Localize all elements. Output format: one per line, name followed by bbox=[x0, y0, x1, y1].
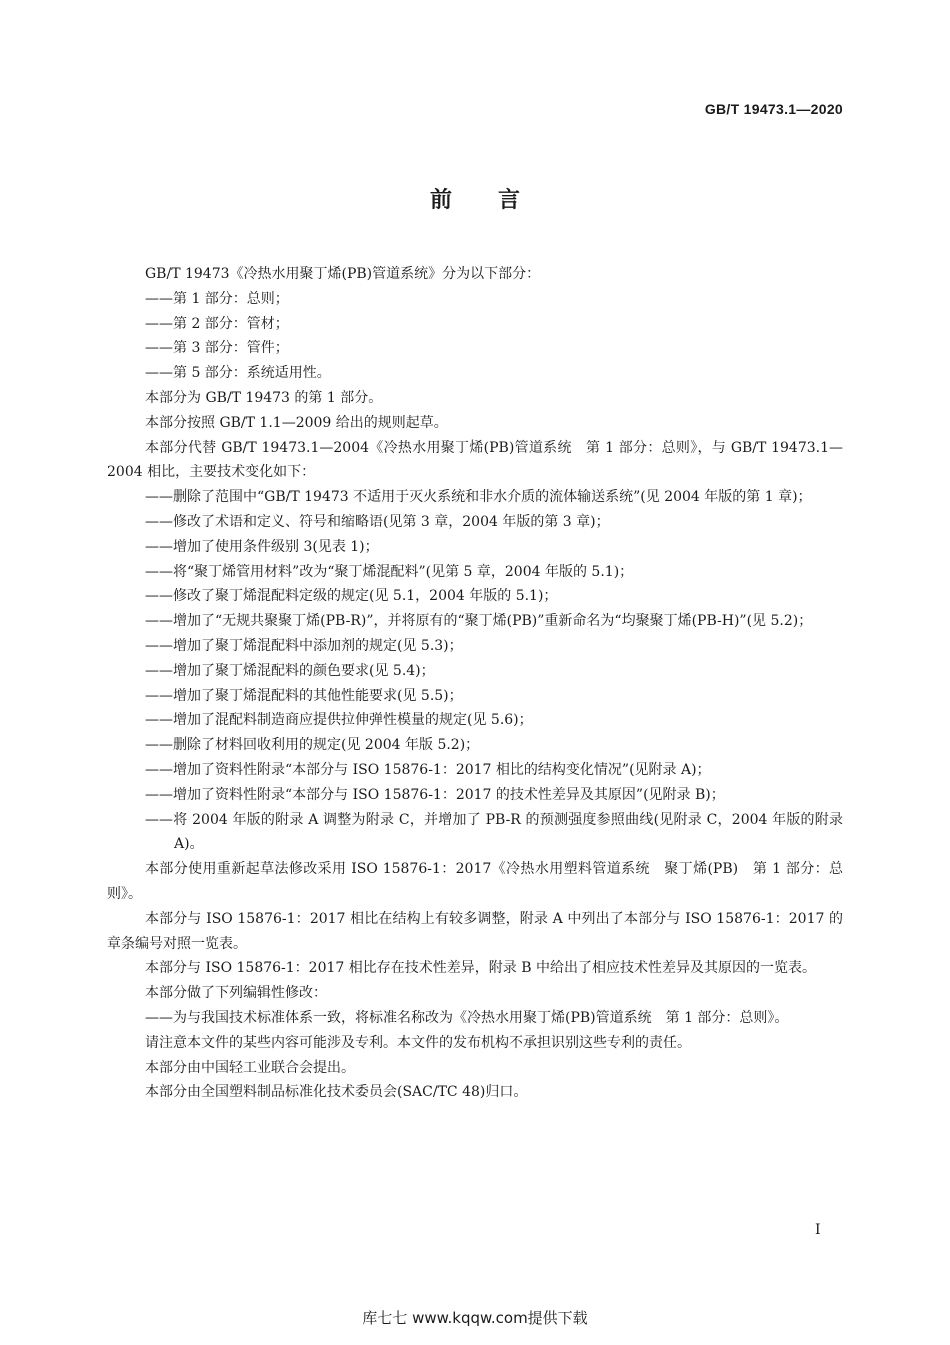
list-item: ——增加了资料性附录“本部分与 ISO 15876-1：2017 相比的结构变化情况”(见附录 A)； bbox=[145, 761, 711, 778]
list-item: ——第 2 部分：管材； bbox=[145, 315, 289, 332]
paragraph: 本部分代替 GB/T 19473.1—2004《冷热水用聚丁烯(PB)管道系统 第 1 部分：总则》，与 GB/T 19473.1—2004 相比，主要技术变化如下： bbox=[107, 439, 843, 481]
page-number: I bbox=[815, 1222, 821, 1238]
list-item: ——增加了聚丁烯混配料中添加剂的规定(见 5.3)； bbox=[145, 637, 463, 654]
paragraph: 本部分为 GB/T 19473 的第 1 部分。 bbox=[145, 389, 383, 406]
paragraph: 本部分由全国塑料制品标准化技术委员会(SAC/TC 48)归口。 bbox=[145, 1084, 528, 1101]
list-item: ——增加了聚丁烯混配料的其他性能要求(见 5.5)； bbox=[145, 687, 463, 704]
paragraph: 本部分与 ISO 15876-1：2017 相比存在技术性差异，附录 B 中给出了相应技术性差异及其原因的一览表。 bbox=[145, 960, 816, 977]
paragraph: GB/T 19473《冷热水用聚丁烯(PB)管道系统》分为以下部分： bbox=[145, 266, 541, 282]
paragraph: 本部分做了下列编辑性修改： bbox=[145, 985, 327, 1002]
list-item: ——第 5 部分：系统适用性。 bbox=[145, 365, 331, 382]
page-title: 前言 bbox=[429, 188, 566, 213]
list-item: ——删除了材料回收利用的规定(见 2004 年版 5.2)； bbox=[145, 737, 480, 754]
paragraph: 本部分使用重新起草法修改采用 ISO 15876-1：2017《冷热水用塑料管道系统 聚丁烯(PB) 第 1 部分：总则》。 bbox=[107, 861, 843, 902]
list-item: ——增加了混配料制造商应提供拉伸弹性模量的规定(见 5.6)； bbox=[145, 712, 533, 729]
document-body bbox=[107, 262, 843, 1105]
list-item: ——将 2004 年版的附录 A 调整为附录 C，并增加了 PB-R 的预测强度参照曲线(见附录 C，2004 年版的附录 A)。 bbox=[145, 811, 843, 853]
list-item: ——第 3 部分：管件； bbox=[145, 340, 289, 357]
list-item: ——修改了术语和定义、符号和缩略语(见第 3 章，2004 年版的第 3 章)； bbox=[145, 513, 610, 530]
document-number: GB/T 19473.1—2020 bbox=[704, 101, 843, 117]
list-item: ——第 1 部分：总则； bbox=[145, 290, 289, 307]
list-item: ——为与我国技术标准体系一致，将标准名称改为《冷热水用聚丁烯(PB)管道系统 第 1 部分：总则》。 bbox=[145, 1009, 789, 1026]
paragraph: 本部分与 ISO 15876-1：2017 相比在结构上有较多调整，附录 A 中列出了本部分与 ISO 15876-1：2017 的章条编号对照一览表。 bbox=[107, 910, 843, 952]
list-item: ——增加了“无规共聚聚丁烯(PB-R)”，并将原有的“聚丁烯(PB)”重新命名为“均聚聚丁烯(PB-H)”(见 5.2)； bbox=[145, 613, 813, 630]
list-item: ——增加了聚丁烯混配料的颜色要求(见 5.4)； bbox=[145, 662, 435, 679]
paragraph: 请注意本文件的某些内容可能涉及专利。本文件的发布机构不承担识别这些专利的责任。 bbox=[145, 1034, 691, 1051]
list-item: ——修改了聚丁烯混配料定级的规定(见 5.1，2004 年版的 5.1)； bbox=[145, 588, 558, 605]
list-item: ——增加了资料性附录“本部分与 ISO 15876-1：2017 的技术性差异及其原因”(见附录 B)； bbox=[145, 786, 725, 803]
download-footer: 库七七 www.kqqw.com提供下载 bbox=[362, 1309, 588, 1327]
list-item: ——增加了使用条件级别 3(见表 1)； bbox=[145, 538, 379, 555]
paragraph: 本部分按照 GB/T 1.1—2009 给出的规则起草。 bbox=[145, 414, 448, 431]
list-item: ——删除了范围中“GB/T 19473 不适用于灭火系统和非水介质的流体输送系统”(见 2004 年版的第 1 章)； bbox=[145, 489, 812, 506]
list-item: ——将“聚丁烯管用材料”改为“聚丁烯混配料”(见第 5 章，2004 年版的 5.1)； bbox=[145, 563, 634, 580]
paragraph: 本部分由中国轻工业联合会提出。 bbox=[145, 1059, 355, 1076]
